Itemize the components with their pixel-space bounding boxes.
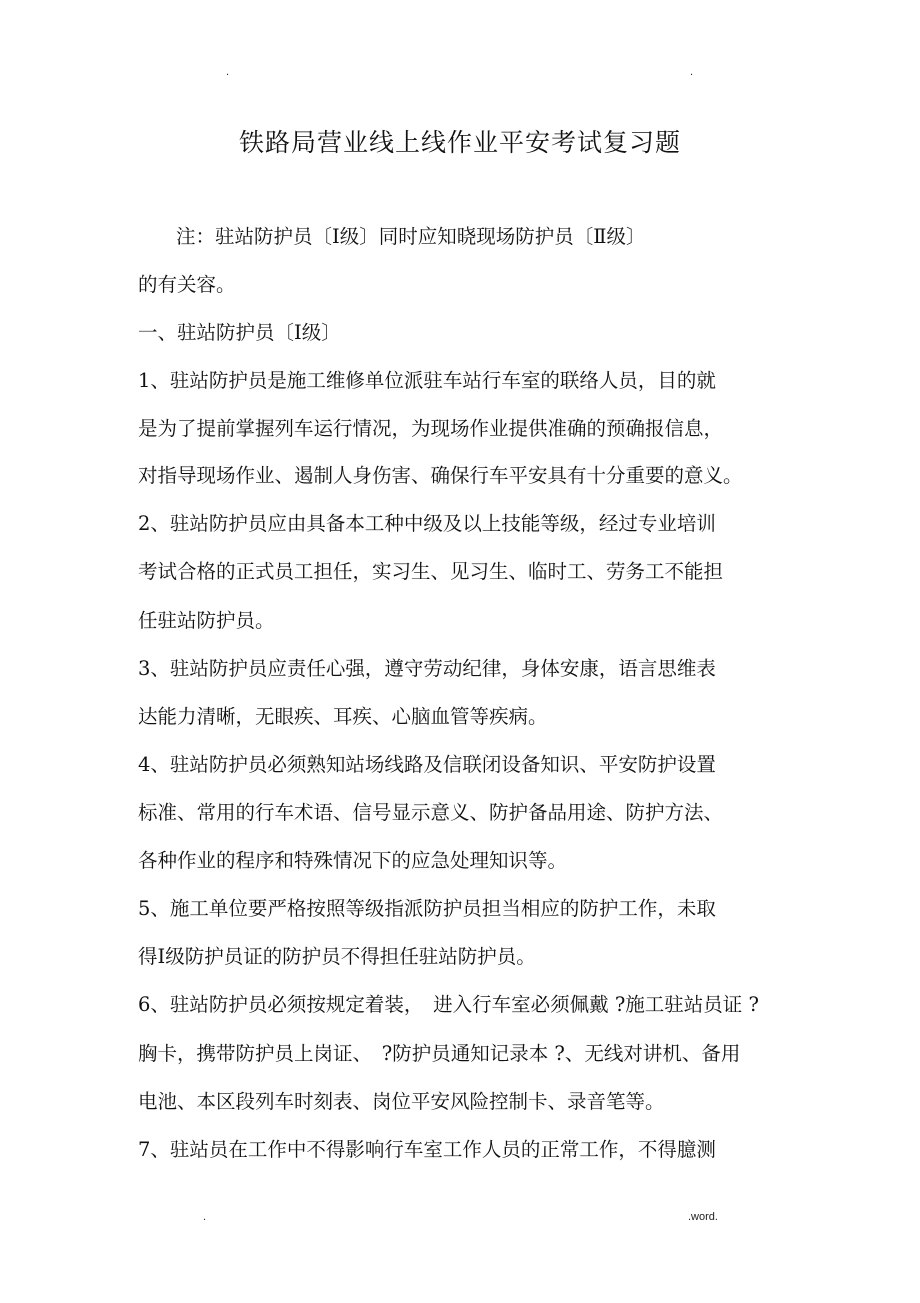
paragraph-line: 胸卡，携带防护员上岗证、 ?防护员通知记录本 ?、无线对讲机、备用 (138, 1042, 741, 1065)
note-line-2: 的有关容。 (138, 273, 236, 296)
paragraph-line: 6、驻站防护员必须按规定着装， 进入行车室必须佩戴 ?施工驻站员证 ? (138, 993, 759, 1016)
note-line-1: 注：驻站防护员〔Ⅰ级〕同时应知晓现场防护员〔Ⅱ级〕 (176, 225, 646, 248)
paragraph-line: 2、驻站防护员应由具备本工种中级及以上技能等级，经过专业培训 (138, 512, 716, 535)
paragraph-line: 是为了提前掌握列车运行情况，为现场作业提供准确的预确报信息， (138, 417, 724, 440)
paragraph-line: 得Ⅰ级防护员证的防护员不得担任驻站防护员。 (138, 945, 536, 968)
paragraph-line: 3、驻站防护员应责任心强，遵守劳动纪律，身体安康，语言思维表 (138, 657, 716, 680)
paragraph-line: 5、施工单位要严格按照等级指派防护员担当相应的防护工作，未取 (138, 897, 716, 920)
paragraph-line: 电池、本区段列车时刻表、岗位平安风险控制卡、录音笔等。 (138, 1090, 665, 1113)
document-title: 铁路局营业线上线作业平安考试复习题 (238, 128, 681, 157)
paragraph-line: 各种作业的程序和特殊情况下的应急处理知识等。 (138, 849, 568, 872)
paragraph-line: 任驻站防护员。 (138, 609, 275, 632)
paragraph-line: 达能力清晰，无眼疾、耳疾、心脑血管等疾病。 (138, 705, 548, 728)
paragraph-line: 考试合格的正式员工担任，实习生、见习生、临时工、劳务工不能担 (138, 560, 724, 583)
paragraph-line: 7、驻站员在工作中不得影响行车室工作人员的正常工作，不得臆测 (138, 1138, 716, 1161)
paragraph-line: 标准、常用的行车术语、信号显示意义、防护备品用途、防护方法、 (138, 801, 724, 824)
footer-left-mark: . (203, 1211, 207, 1223)
footer-right-text: .word. (688, 1211, 718, 1223)
paragraph-line: 1、驻站防护员是施工维修单位派驻车站行车室的联络人员，目的就 (138, 369, 716, 392)
header-left-mark: . (226, 66, 230, 78)
paragraph-line: 4、驻站防护员必须熟知站场线路及信联闭设备知识、平安防护设置 (138, 753, 716, 776)
section-heading: 一、驻站防护员〔Ⅰ级〕 (138, 321, 341, 344)
paragraph-line: 对指导现场作业、遏制人身伤害、确保行车平安具有十分重要的意义。 (138, 464, 743, 487)
header-right-mark: . (690, 66, 694, 78)
